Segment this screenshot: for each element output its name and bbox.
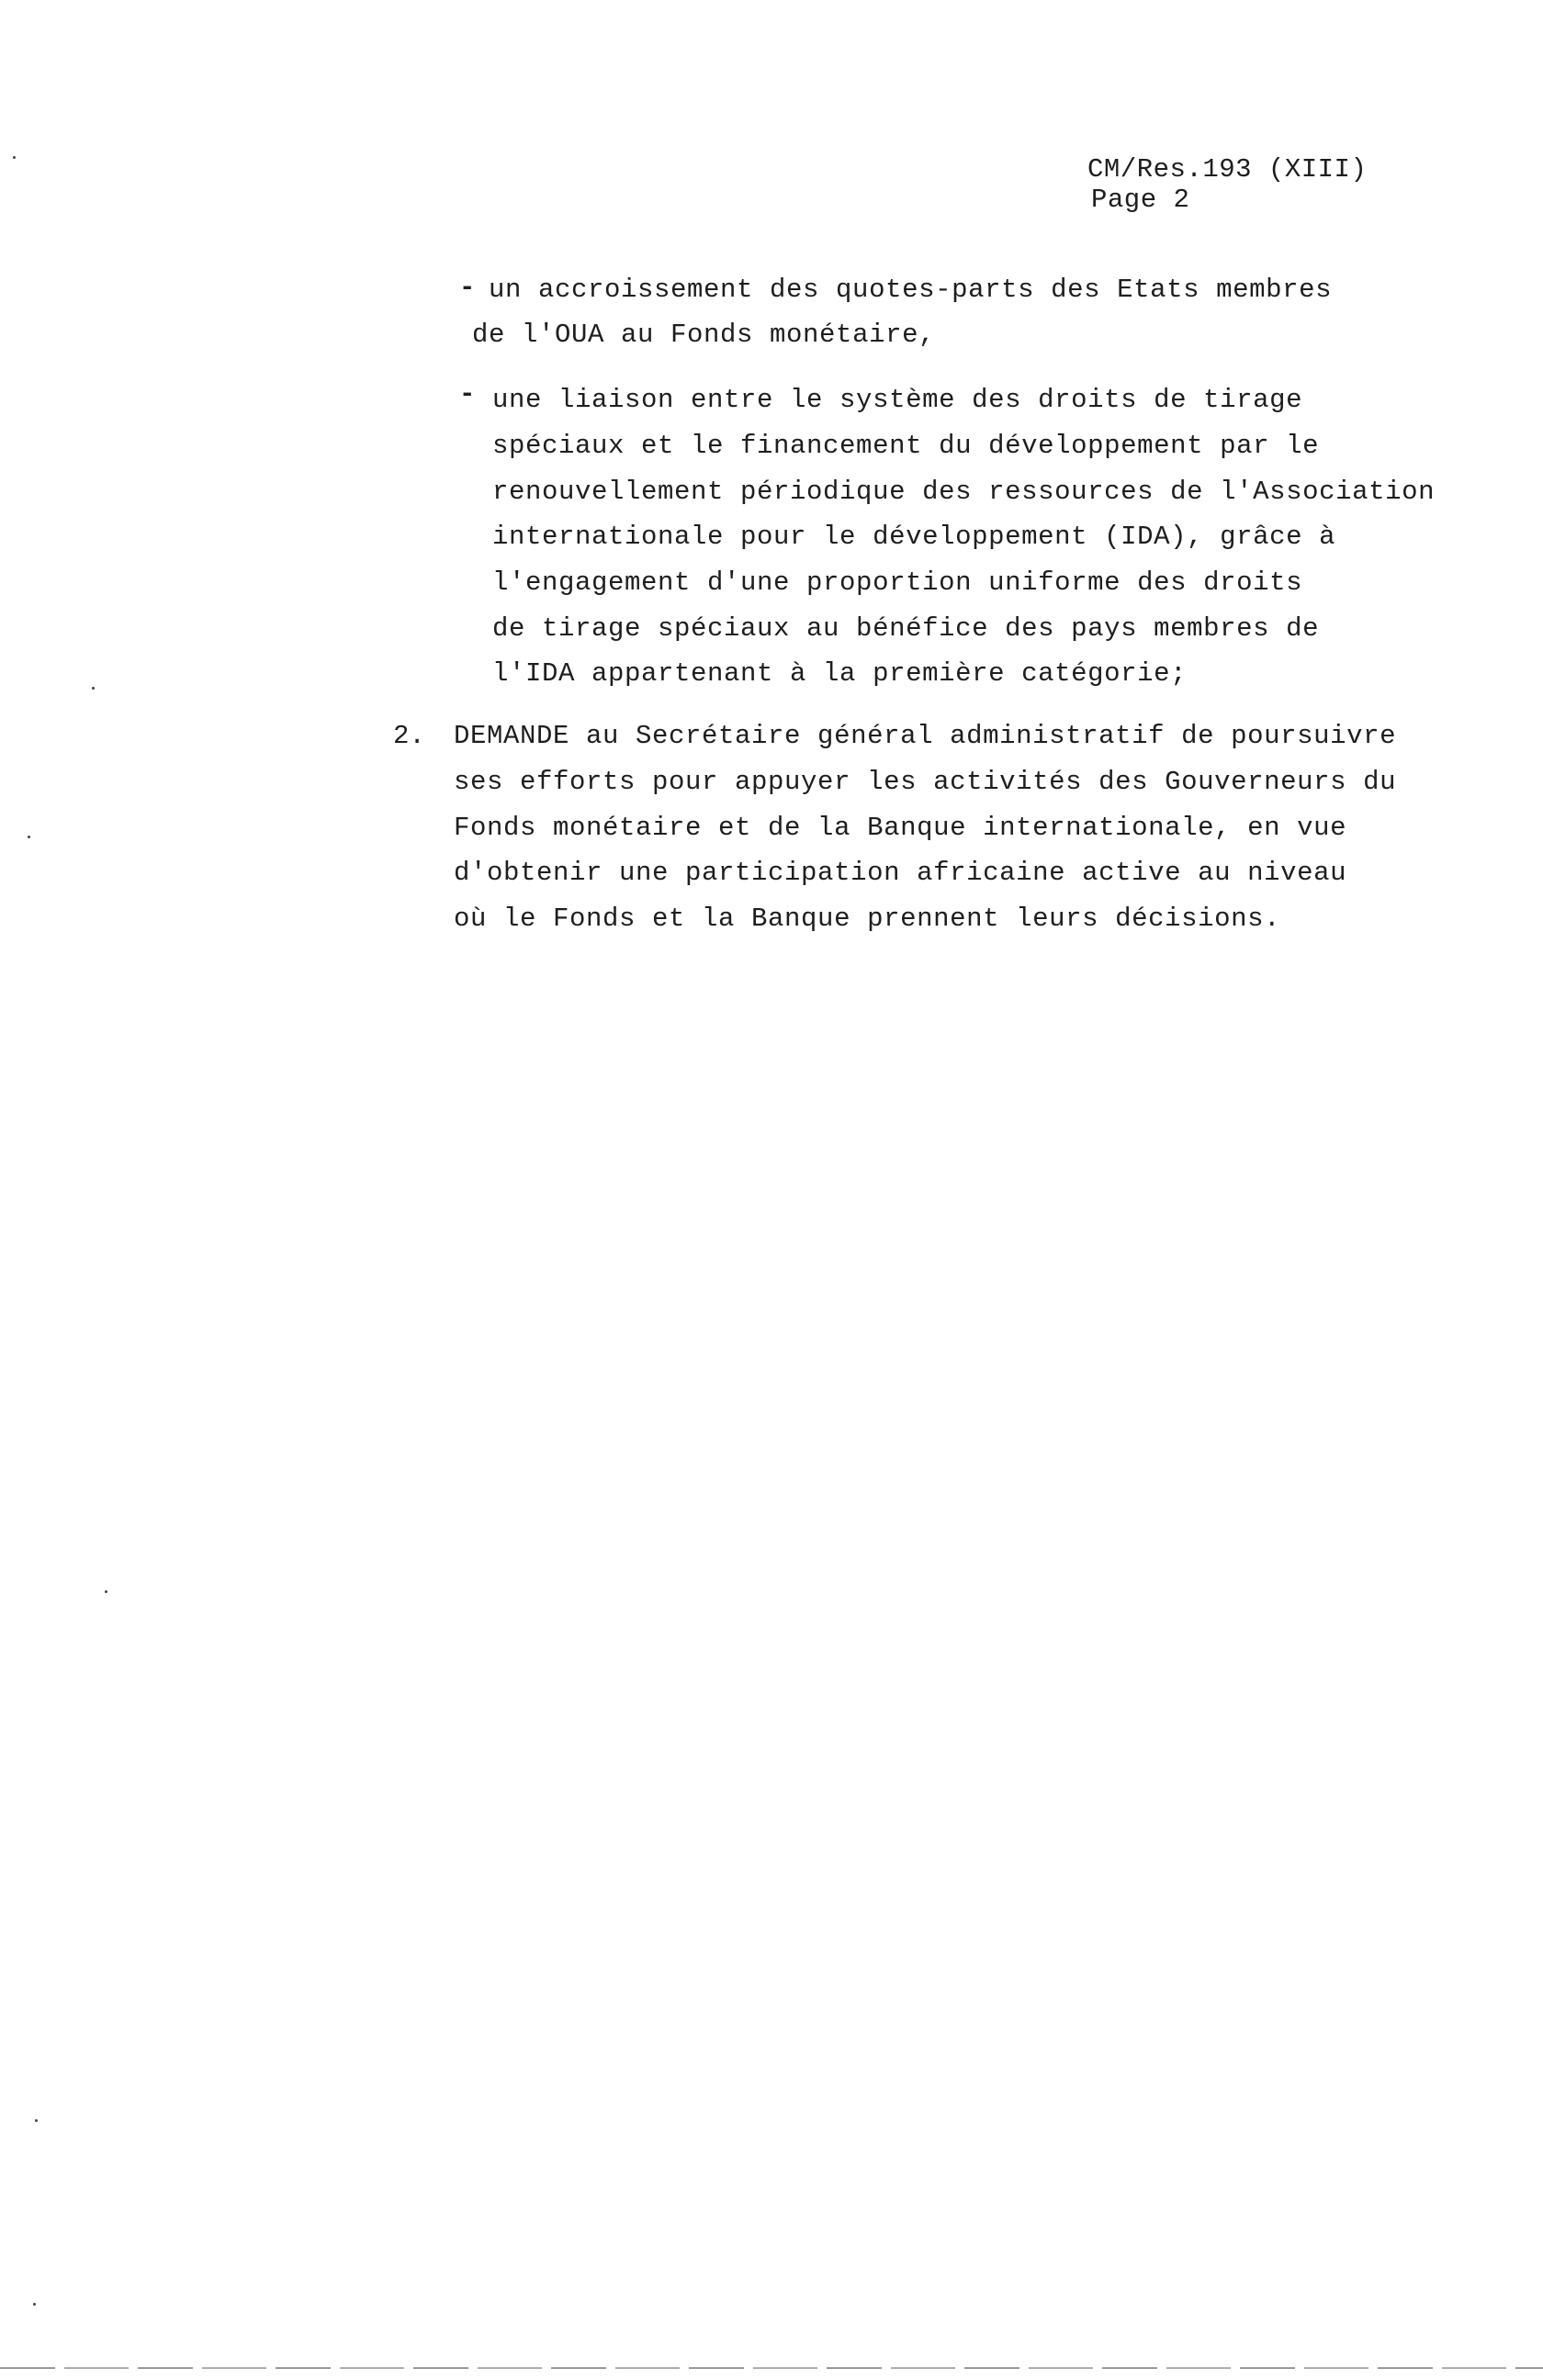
paragraph-line: où le Fonds et la Banque prennent leurs décisions. (454, 904, 1281, 934)
bullet-line: une liaison entre le système des droits de tirage (492, 385, 1303, 415)
bullet-line: un accroissement des quotes-parts des Etats membres (489, 275, 1333, 305)
paragraph-line: Fonds monétaire et de la Banque internationale, en vue (454, 813, 1347, 843)
scan-speck (35, 2119, 38, 2122)
paragraph-line: d'obtenir une participation africaine active au niveau (454, 858, 1347, 888)
bullet-line: de tirage spéciaux au bénéfice des pays membres de (492, 613, 1320, 644)
scan-speck (28, 836, 30, 838)
scan-speck (13, 156, 16, 159)
document-header (1087, 154, 1367, 215)
paragraph-number: 2. (393, 721, 425, 751)
paragraph-line: DEMANDE au Secrétaire général administratif de poursuivre (454, 721, 1397, 751)
scan-speck (33, 2303, 36, 2306)
bullet-line: l'IDA appartenant à la première catégorie; (492, 658, 1188, 689)
bullet-line: internationale pour le développement (IDA), grâce à (492, 522, 1336, 552)
document-reference: CM/Res.193 (XIII) (1087, 154, 1368, 185)
page-number: Page 2 (1091, 185, 1190, 215)
paragraph-line: ses efforts pour appuyer les activités des Gouverneurs du (454, 767, 1397, 797)
scan-speck (105, 1590, 107, 1593)
scan-speck (92, 687, 95, 690)
bullet-line: l'engagement d'une proportion uniforme des droits (492, 567, 1303, 598)
bullet-dash: - (459, 379, 476, 410)
bullet-line: de l'OUA au Fonds monétaire, (472, 320, 936, 350)
bullet-dash: - (459, 273, 476, 303)
scan-bottom-edge (0, 2367, 1543, 2369)
bullet-line: spéciaux et le financement du développement par le (492, 431, 1320, 461)
bullet-line: renouvellement périodique des ressources de l'Association (492, 477, 1436, 507)
